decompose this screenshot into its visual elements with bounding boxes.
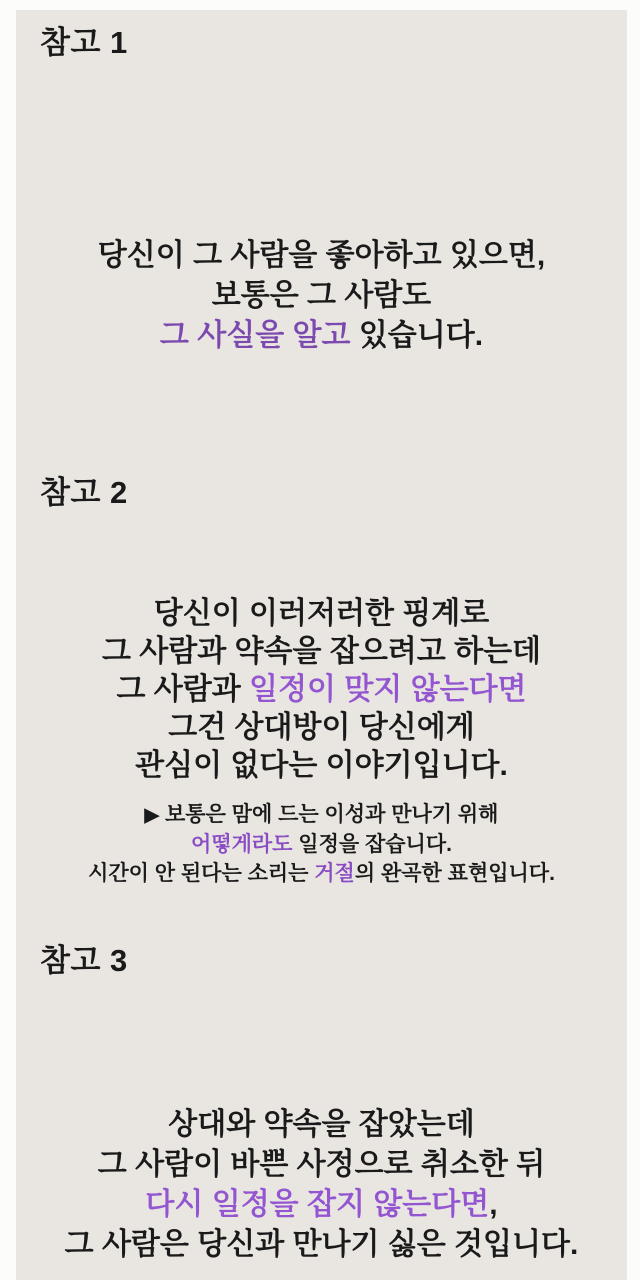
- text-line: [16, 1105, 627, 1145]
- triangle-bullet-icon: ▶: [144, 805, 160, 826]
- text-segment: 그건 상대방이 당신에게: [168, 711, 475, 744]
- text-segment: 그 사람은 당신과 만나기 싫은 것입니다.: [64, 1228, 579, 1261]
- text-segment: ,: [489, 1188, 498, 1221]
- section-1-paragraph: [16, 236, 627, 356]
- text-segment: 의 완곡한 표현입니다.: [354, 862, 555, 885]
- highlighted-text: 일정이 맞지 않는다면: [249, 673, 527, 706]
- text-segment: 보통은 그 사람도: [211, 279, 432, 312]
- text-segment: 그 사람과 약속을 잡으려고 하는데: [101, 635, 542, 668]
- text-segment: 관심이 없다는 이야기입니다.: [135, 749, 508, 782]
- highlighted-text: 다시 일정을 잡지 않는다면: [145, 1188, 490, 1221]
- text-line: [16, 747, 627, 785]
- text-line: [16, 595, 627, 633]
- section-2-paragraph: [16, 595, 627, 785]
- text-segment: 일정을 잡습니다.: [292, 833, 452, 856]
- text-line: [16, 276, 627, 316]
- text-segment: 있습니다.: [350, 319, 484, 352]
- text-line: [16, 1225, 627, 1265]
- text-line: [16, 671, 627, 709]
- text-segment: 보통은 맘에 드는 이성과 만나기 위해: [159, 803, 499, 826]
- text-line: [16, 316, 627, 356]
- text-segment: 시간이 안 된다는 소리는: [88, 862, 315, 885]
- text-segment: 당신이 그 사람을 좋아하고 있으면,: [97, 239, 546, 272]
- highlighted-text: 어떻게라도: [191, 833, 293, 856]
- section-1-heading: 참고 1: [40, 25, 128, 60]
- text-segment: 그 사람과: [116, 673, 250, 706]
- section-2-note: [16, 800, 627, 888]
- text-segment: 당신이 이러저러한 핑계로: [153, 597, 490, 630]
- text-segment: 상대와 약속을 잡았는데: [168, 1108, 475, 1141]
- paper-card: [16, 10, 627, 1280]
- text-line: [16, 859, 627, 888]
- text-line: [16, 1185, 627, 1225]
- text-line: [16, 709, 627, 747]
- text-line: [16, 800, 627, 830]
- text-line: [16, 236, 627, 276]
- text-line: [16, 1145, 627, 1185]
- section-2-heading: 참고 2: [40, 475, 128, 510]
- text-segment: 그 사람이 바쁜 사정으로 취소한 뒤: [97, 1148, 546, 1181]
- section-3-paragraph: [16, 1105, 627, 1265]
- section-3-heading: 참고 3: [40, 943, 128, 978]
- highlighted-text: 거절: [314, 862, 355, 885]
- text-line: [16, 633, 627, 671]
- highlighted-text: 그 사실을 알고: [159, 319, 351, 352]
- text-line: [16, 830, 627, 859]
